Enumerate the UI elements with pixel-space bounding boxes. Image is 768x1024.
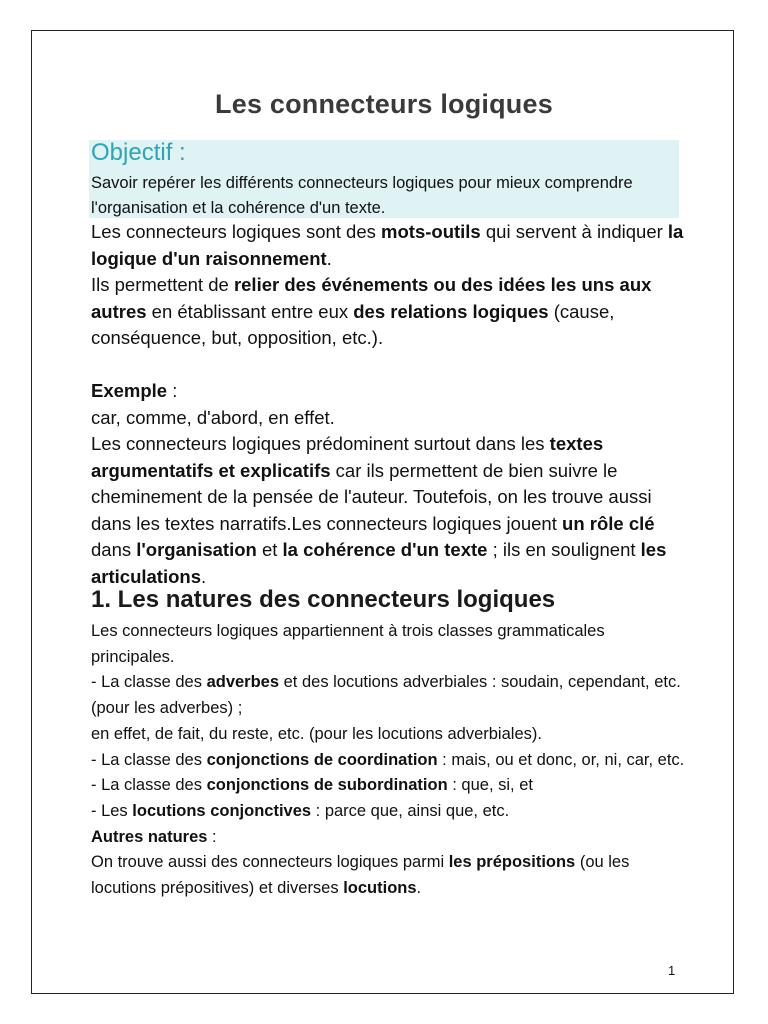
adverbs-item: - La classe des adverbes et des locutions adverbiales : soudain, cependant, etc. (pour les adverbes) ; — [91, 673, 681, 718]
intro-section — [91, 219, 691, 590]
document-title: Les connecteurs logiques — [215, 89, 553, 119]
intro-paragraph-3: Les connecteurs logiques prédominent surtout dans les textes argumentatifs et explicatifs car ils permettent de bien suivre le cheminement de la pensée de l'auteur. Toutefois, on les trouve aussi dans les textes narratifs.Les connecteurs logiques jouent un rôle clé dans l'organisation et la cohérence d'un texte ; ils en soulignent les articulations. — [91, 433, 667, 587]
conjunctive-locutions-item: - Les locutions conjonctives : parce que, ainsi que, etc. — [91, 801, 510, 820]
adverbial-locutions-item: en effet, de fait, du reste, etc. (pour les locutions adverbiales). — [91, 724, 542, 743]
coordination-item: - La classe des conjonctions de coordination : mais, ou et donc, or, ni, car, etc. — [91, 750, 685, 769]
example-label: Exemple : — [91, 380, 178, 401]
example-text: car, comme, d'abord, en effet. — [91, 406, 335, 428]
section-body — [91, 619, 691, 902]
objective-text: Savoir repérer les différents connecteurs logiques pour mieux comprendre l'organisation et la cohérence d'un texte. — [91, 174, 633, 217]
other-natures-text: On trouve aussi des connecteurs logiques parmi les prépositions (ou les locutions prépositives) et diverses locutions. — [91, 853, 630, 898]
objective-heading: Objectif : — [91, 139, 186, 166]
subordination-item: - La classe des conjonctions de subordination : que, si, et — [91, 776, 533, 795]
page-number: 1 — [668, 963, 676, 978]
other-natures-label: Autres natures : — [91, 827, 217, 846]
intro-paragraph-2: Ils permettent de relier des événements ou des idées les uns aux autres en établissant entre eux des relations logiques (cause, conséquence, but, opposition, etc.). — [91, 274, 652, 348]
intro-paragraph-1: Les connecteurs logiques sont des mots-outils qui servent à indiquer la logique d'un raisonnement. — [91, 221, 684, 269]
section-intro: Les connecteurs logiques appartiennent à trois classes grammaticales principales. — [91, 622, 605, 666]
section-heading: 1. Les natures des connecteurs logiques — [91, 586, 556, 613]
